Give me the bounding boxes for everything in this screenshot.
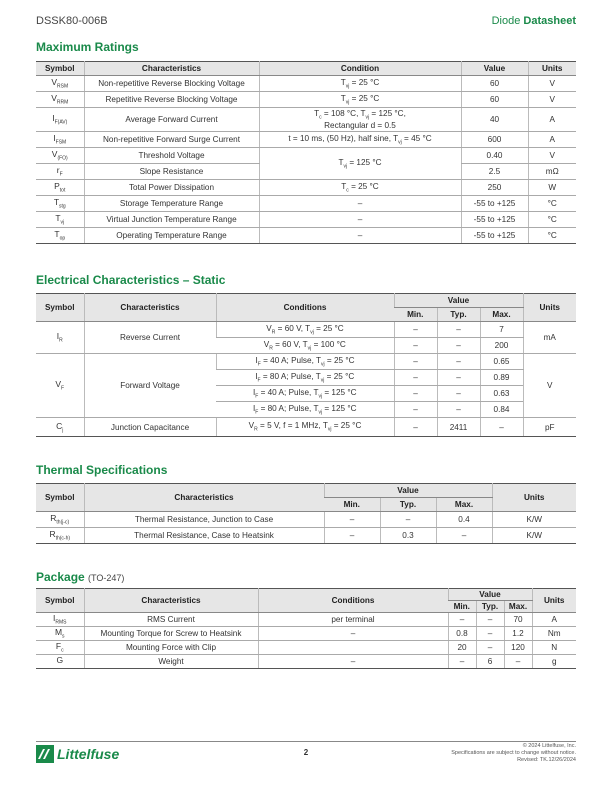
min-cell: 0.8 [448,627,476,641]
table-row [36,108,576,132]
part-number: DSSK80-006B [36,15,108,27]
condition-cell [258,641,448,655]
unit-cell: °C [528,212,576,228]
col-header: Symbol [36,484,84,512]
condition-cell: $I_F = 40$ A; Pulse, $T_{vj} = 25$ °C [216,354,394,370]
max-ratings-table [36,61,576,244]
col-header: Conditions [258,589,448,613]
table-row [36,528,576,544]
package-subtitle: (TO-247) [88,573,125,583]
sub-header: Max. [504,601,532,613]
condition-cell: $V_R = 60$ V, $T_{vj} = 25$ °C [216,322,394,338]
min-cell: 20 [448,641,476,655]
table-row [36,212,576,228]
sub-header: Min. [394,308,437,322]
table-row [36,613,576,627]
condition-cell: $T_{vj} = 25$ °C [259,92,461,108]
table-row [36,196,576,212]
unit-cell: A [532,613,576,627]
section-title-max-ratings: Maximum Ratings [36,40,139,54]
table-row [36,354,576,370]
symbol-cell: $T_{op}$ [36,228,84,244]
unit-cell: A [528,132,576,148]
unit-cell: Nm [532,627,576,641]
symbol-cell: $T_{stg}$ [36,196,84,212]
symbol-cell: G [36,655,84,669]
unit-cell: V [523,354,576,418]
unit-cell: K/W [492,528,576,544]
symbol-cell: $I_R$ [36,322,84,354]
max-cell: 200 [480,338,523,354]
unit-cell: W [528,180,576,196]
unit-cell: g [532,655,576,669]
max-cell: 0.65 [480,354,523,370]
page-number: 2 [303,748,309,757]
table-row [36,180,576,196]
section-title-thermal: Thermal Specifications [36,463,168,477]
col-header: Characteristics [84,589,258,613]
thermal-table [36,483,576,544]
min-cell: – [324,512,380,528]
table-row [36,512,576,528]
min-cell: – [394,322,437,338]
condition-cell: – [258,655,448,669]
table-row [36,148,576,164]
unit-cell: A [528,108,576,132]
min-cell: – [394,354,437,370]
condition-cell: per terminal [258,613,448,627]
col-header: Symbol [36,62,84,76]
characteristic-cell: Threshold Voltage [84,148,259,164]
unit-cell: V [528,148,576,164]
value-cell: -55 to +125 [461,228,528,244]
col-header: Value [324,484,492,498]
condition-cell: $V_R = 5$ V, f = 1 MHz, $T_{vj} = 25$ °C [216,418,394,437]
characteristic-cell: Total Power Dissipation [84,180,259,196]
footer-divider [36,741,576,742]
min-cell: – [394,338,437,354]
copyright: © 2024 Littelfuse, Inc. [522,743,576,749]
table-row [36,92,576,108]
symbol-cell: $V_F$ [36,354,84,418]
typ-cell: – [476,613,504,627]
typ-cell: 6 [476,655,504,669]
typ-cell: 0.3 [380,528,436,544]
max-cell: – [480,418,523,437]
characteristic-cell: Mounting Force with Clip [84,641,258,655]
symbol-cell: $P_{tot}$ [36,180,84,196]
max-cell: 7 [480,322,523,338]
symbol-cell: $I_{F(AV)}$ [36,108,84,132]
min-cell: – [448,613,476,627]
col-header: Value [448,589,532,601]
typ-cell: – [476,641,504,655]
col-header: Symbol [36,294,84,322]
sub-header: Typ. [437,308,480,322]
col-header: Characteristics [84,62,259,76]
unit-cell: V [528,76,576,92]
characteristic-cell: Slope Resistance [84,164,259,180]
characteristic-cell: Thermal Resistance, Junction to Case [84,512,324,528]
unit-cell: V [528,92,576,108]
revision: Revised: TK.12/26/2024 [517,757,576,763]
footer-notice [451,743,576,764]
value-cell: 40 [461,108,528,132]
col-header: Characteristics [84,484,324,512]
table-row [36,228,576,244]
characteristic-cell: Average Forward Current [84,108,259,132]
condition-cell: $I_F = 40$ A; Pulse, $T_{vj} = 125$ °C [216,386,394,402]
characteristic-cell: Repetitive Reverse Blocking Voltage [84,92,259,108]
min-cell: – [324,528,380,544]
col-header: Value [394,294,523,308]
condition-cell: $I_F = 80$ A; Pulse, $T_{vj} = 25$ °C [216,370,394,386]
table-row [36,641,576,655]
symbol-cell: $T_{vj}$ [36,212,84,228]
max-cell: 0.63 [480,386,523,402]
max-cell: – [436,528,492,544]
col-header: Characteristics [84,294,216,322]
section-title-package [36,570,124,584]
max-cell: 0.89 [480,370,523,386]
condition-cell: $T_c = 25$ °C [259,180,461,196]
value-cell: -55 to +125 [461,212,528,228]
symbol-cell: $M_s$ [36,627,84,641]
symbol-cell: $R_{th(j-c)}$ [36,512,84,528]
characteristic-cell: RMS Current [84,613,258,627]
symbol-cell: $R_{th(c-h)}$ [36,528,84,544]
value-cell: 0.40 [461,148,528,164]
typ-cell: – [380,512,436,528]
unit-cell: °C [528,196,576,212]
characteristic-cell: Forward Voltage [84,354,216,418]
col-header: Value [461,62,528,76]
spec-notice: Specifications are subject to change without notice. [451,750,576,756]
characteristic-cell: Reverse Current [84,322,216,354]
sub-header: Min. [448,601,476,613]
brand-name: Littelfuse [57,746,120,762]
condition-cell: $V_R = 60$ V, $T_{vj} = 100$ °C [216,338,394,354]
max-cell: 1.2 [504,627,532,641]
max-cell: – [504,655,532,669]
table-row [36,418,576,437]
unit-cell: K/W [492,512,576,528]
table-row [36,655,576,669]
characteristic-cell: Virtual Junction Temperature Range [84,212,259,228]
min-cell: – [394,402,437,418]
characteristic-cell: Non-repetitive Forward Surge Current [84,132,259,148]
max-cell: 120 [504,641,532,655]
typ-cell: – [437,402,480,418]
col-header: Units [532,589,576,613]
symbol-cell: $r_F$ [36,164,84,180]
col-header: Units [528,62,576,76]
condition-cell: $I_F = 80$ A; Pulse, $T_{vj} = 125$ °C [216,402,394,418]
sub-header: Max. [436,498,492,512]
value-cell: 2.5 [461,164,528,180]
sub-header: Typ. [476,601,504,613]
value-cell: 60 [461,92,528,108]
value-cell: 60 [461,76,528,92]
typ-cell: 2411 [437,418,480,437]
condition-cell: – [259,228,461,244]
sub-header: Typ. [380,498,436,512]
typ-cell: – [437,354,480,370]
characteristic-cell: Non-repetitive Reverse Blocking Voltage [84,76,259,92]
table-row [36,132,576,148]
col-header: Units [523,294,576,322]
table-row [36,322,576,338]
table-row [36,627,576,641]
condition-cell: – [259,196,461,212]
doc-category: Diode [491,15,521,27]
symbol-cell: $C_j$ [36,418,84,437]
doc-type [492,15,576,27]
condition-cell: – [258,627,448,641]
col-header: Condition [259,62,461,76]
max-cell: 70 [504,613,532,627]
symbol-cell: $V_{RSM}$ [36,76,84,92]
value-cell: -55 to +125 [461,196,528,212]
table-row [36,76,576,92]
typ-cell: – [437,386,480,402]
symbol-cell: $V_{RRM}$ [36,92,84,108]
unit-cell: mA [523,322,576,354]
typ-cell: – [437,338,480,354]
electrical-table [36,293,576,437]
typ-cell: – [437,370,480,386]
min-cell: – [448,655,476,669]
col-header: Symbol [36,589,84,613]
characteristic-cell: Junction Capacitance [84,418,216,437]
characteristic-cell: Mounting Torque for Screw to Heatsink [84,627,258,641]
symbol-cell: $I_{RMS}$ [36,613,84,627]
value-cell: 600 [461,132,528,148]
unit-cell: pF [523,418,576,437]
min-cell: – [394,418,437,437]
col-header: Conditions [216,294,394,322]
condition-cell: $T_{vj} = 25$ °C [259,76,461,92]
symbol-cell: $F_c$ [36,641,84,655]
characteristic-cell: Storage Temperature Range [84,196,259,212]
characteristic-cell: Thermal Resistance, Case to Heatsink [84,528,324,544]
sub-header: Max. [480,308,523,322]
typ-cell: – [437,322,480,338]
unit-cell: mΩ [528,164,576,180]
typ-cell: – [476,627,504,641]
sub-header: Min. [324,498,380,512]
package-title: Package [36,570,85,584]
package-table [36,588,576,669]
max-cell: 0.4 [436,512,492,528]
unit-cell: °C [528,228,576,244]
min-cell: – [394,370,437,386]
min-cell: – [394,386,437,402]
value-cell: 250 [461,180,528,196]
max-cell: 0.84 [480,402,523,418]
condition-cell: $T_c = 108$ °C, $T_{vj} = 125$ °C, Rectangular d = 0.5 [259,108,461,132]
characteristic-cell: Weight [84,655,258,669]
doc-type-label: Datasheet [523,15,576,27]
condition-cell: $T_{vj} = 125$ °C [259,148,461,180]
characteristic-cell: Operating Temperature Range [84,228,259,244]
condition-cell: – [259,212,461,228]
section-title-electrical: Electrical Characteristics – Static [36,273,226,287]
symbol-cell: $V_{(FO)}$ [36,148,84,164]
symbol-cell: $I_{FSM}$ [36,132,84,148]
col-header: Units [492,484,576,512]
condition-cell: t = 10 ms, (50 Hz), half sine, $T_{vj} = 45$ °C [259,132,461,148]
unit-cell: N [532,641,576,655]
